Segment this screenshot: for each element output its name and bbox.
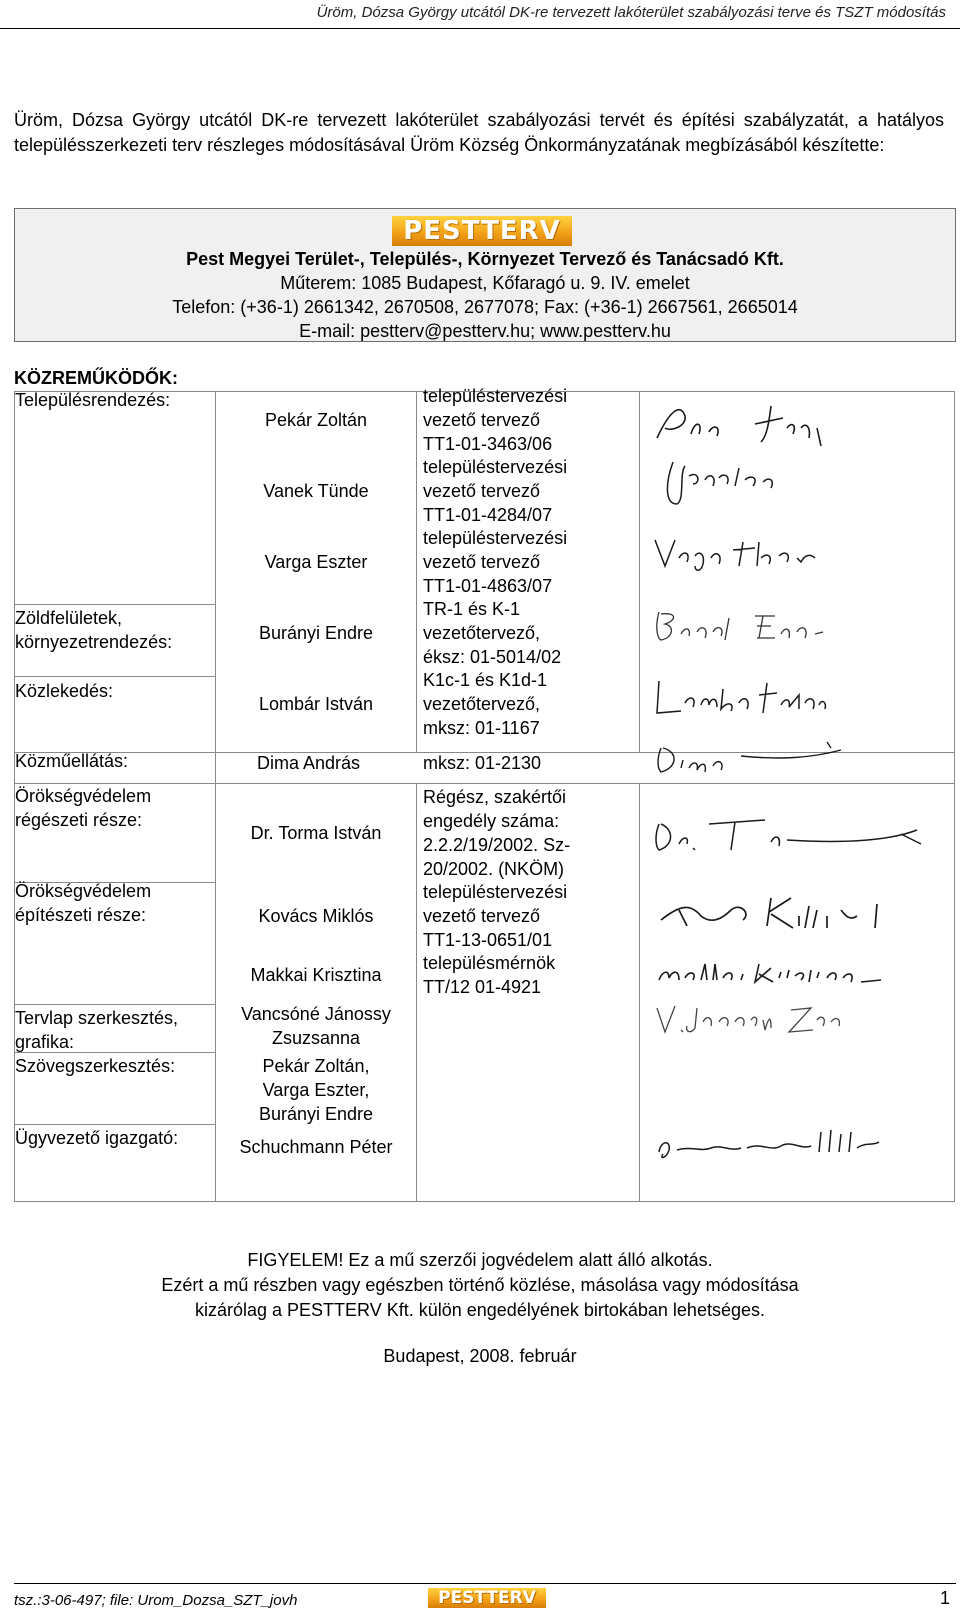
company-box bbox=[14, 208, 956, 342]
person-name: Kovács Miklós bbox=[258, 906, 374, 926]
credential-line: településtervezési bbox=[423, 386, 568, 406]
signature-buranyi-endre bbox=[651, 604, 831, 648]
person-name-line: Vancsóné Jánossy bbox=[241, 1004, 391, 1024]
person-name: Burányi Endre bbox=[258, 623, 374, 643]
person-credential bbox=[423, 668, 547, 740]
person-name bbox=[216, 1054, 416, 1126]
category-graphics: Tervlap szerkesztés, grafika: bbox=[15, 1008, 179, 1052]
person-name: Schuchmann Péter bbox=[239, 1137, 393, 1157]
running-title: Üröm, Dózsa György utcától DK-re tervezett lakóterület szabályozási terve és TSZT módosítás bbox=[316, 4, 946, 21]
company-name: Pest Megyei Terület-, Település-, Környezet Tervező és Tanácsadó Kft. bbox=[186, 249, 784, 269]
person-credential bbox=[423, 785, 570, 881]
credential-line: TT1-13-0651/01 bbox=[423, 930, 553, 950]
column-divider bbox=[639, 392, 640, 752]
contributors-table bbox=[14, 386, 955, 1202]
credential-line: településmérnök bbox=[423, 953, 556, 973]
credential-line: településtervezési bbox=[423, 882, 568, 902]
person-credential bbox=[423, 384, 567, 456]
signature-vanek-tunde bbox=[655, 454, 795, 514]
company-phone: Telefon: (+36-1) 2661342, 2670508, 2677078; Fax: (+36-1) 2667561, 2665014 bbox=[172, 297, 798, 317]
signature-pekar-zoltan bbox=[651, 398, 831, 452]
credential-line: mksz: 01-1167 bbox=[423, 718, 540, 738]
person-credential bbox=[423, 880, 567, 952]
credential-line: TT1-01-4863/07 bbox=[423, 576, 553, 596]
credential-line: TT1-01-3463/06 bbox=[423, 434, 553, 454]
pestterv-logo: PESTTERV bbox=[392, 216, 572, 246]
signature-vancsone-janossy bbox=[651, 996, 851, 1044]
signature-kovacs-miklos bbox=[651, 890, 911, 936]
row-divider bbox=[15, 604, 215, 605]
credential-line: vezető tervező bbox=[423, 481, 541, 501]
category-utilities: Közműellátás: bbox=[15, 751, 129, 771]
category-transport: Közlekedés: bbox=[15, 681, 114, 701]
notice-line: Ezért a mű részben vagy egészben történő közlése, másolása vagy módosítása bbox=[161, 1275, 799, 1295]
column-divider bbox=[416, 783, 417, 1201]
credential-line: vezetőtervező, bbox=[423, 623, 541, 643]
footer-pestterv-logo: PESTTERV bbox=[428, 1588, 546, 1608]
person-credential bbox=[423, 751, 541, 775]
person-name: Pekár Zoltán bbox=[264, 410, 368, 430]
person-name: Makkai Krisztina bbox=[250, 965, 382, 985]
credential-line: vezető tervező bbox=[423, 410, 541, 430]
row-divider bbox=[15, 676, 215, 677]
row-divider bbox=[15, 1004, 215, 1005]
person-name: Varga Eszter bbox=[264, 552, 368, 572]
person-name-line: Varga Eszter, bbox=[262, 1080, 370, 1100]
credential-line: vezető tervező bbox=[423, 552, 541, 572]
company-email: E-mail: pestterv@pestterv.hu; www.pestterv.hu bbox=[299, 321, 671, 341]
person-name-line: Pekár Zoltán, bbox=[262, 1056, 370, 1076]
signature-lombar-istvan bbox=[651, 675, 831, 723]
person-credential bbox=[423, 597, 561, 669]
category-text-editing: Szövegszerkesztés: bbox=[15, 1056, 176, 1076]
credential-line: 20/2002. (NKÖM) bbox=[423, 859, 565, 879]
category-settlement-planning: Településrendezés: bbox=[15, 390, 171, 410]
company-address: Műterem: 1085 Budapest, Kőfaragó u. 9. IV. emelet bbox=[280, 273, 690, 293]
credential-line: településtervezési bbox=[423, 457, 568, 477]
category-director: Ügyvezető igazgató: bbox=[15, 1128, 179, 1148]
category-green-areas: Zöldfelületek, környezetrendezés: bbox=[15, 608, 173, 652]
person-name bbox=[216, 1002, 416, 1050]
signature-schuchmann-peter bbox=[651, 1122, 891, 1166]
signature-makkai-krisztina bbox=[651, 956, 891, 990]
intro-paragraph: Üröm, Dózsa György utcától DK-re tervezett lakóterület szabályozási tervét és építési szabályzatát, a hatályos településszerkezeti terv részleges módosításával Üröm Község Önkormányzatának megbízásából készítette: bbox=[14, 110, 944, 155]
person-name: Vanek Tünde bbox=[263, 481, 369, 501]
person-name: Dr. Torma István bbox=[250, 823, 382, 843]
signature-torma-istvan bbox=[651, 810, 931, 860]
person-name-line: Burányi Endre bbox=[258, 1104, 374, 1124]
notice-line: FIGYELEM! Ez a mű szerzői jogvédelem alatt álló alkotás. bbox=[247, 1250, 713, 1270]
footer-file-reference: tsz.:3-06-497; file: Urom_Dozsa_SZT_jovh bbox=[14, 1592, 298, 1609]
signature-dima-andras bbox=[651, 738, 851, 778]
page-header bbox=[0, 0, 960, 29]
page-number: 1 bbox=[939, 1588, 950, 1608]
credential-line: vezető tervező bbox=[423, 906, 541, 926]
person-credential bbox=[423, 455, 567, 527]
credential-line: mksz: 01-2130 bbox=[423, 753, 542, 773]
category-heritage-archaeology: Örökségvédelem régészeti része: bbox=[15, 786, 152, 830]
credential-line: Régész, szakértői bbox=[423, 787, 567, 807]
contributors-title: KÖZREMŰKÖDŐK: bbox=[14, 368, 178, 388]
person-name-line: Zsuzsanna bbox=[271, 1028, 361, 1048]
credential-line: TT/12 01-4921 bbox=[423, 977, 542, 997]
row-divider bbox=[15, 1124, 215, 1125]
document-date: Budapest, 2008. február bbox=[383, 1346, 577, 1366]
credential-line: K1c-1 és K1d-1 bbox=[423, 670, 548, 690]
person-credential bbox=[423, 526, 567, 598]
person-name: Lombár István bbox=[258, 694, 374, 714]
credential-line: 2.2.2/19/2002. Sz- bbox=[423, 835, 571, 855]
credential-line: TR-1 és K-1 bbox=[423, 599, 521, 619]
category-heritage-architecture: Örökségvédelem építészeti része: bbox=[15, 881, 152, 925]
credential-line: éksz: 01-5014/02 bbox=[423, 647, 562, 667]
credential-line: településtervezési bbox=[423, 528, 568, 548]
signature-varga-eszter bbox=[651, 532, 821, 576]
footer-divider bbox=[14, 1583, 956, 1584]
column-divider bbox=[639, 783, 640, 1201]
column-divider bbox=[416, 392, 417, 752]
person-credential bbox=[423, 951, 555, 999]
copyright-notice bbox=[0, 1248, 960, 1323]
credential-line: engedély száma: bbox=[423, 811, 560, 831]
credential-line: vezetőtervező, bbox=[423, 694, 541, 714]
notice-line: kizárólag a PESTTERV Kft. külön engedélyének birtokában lehetséges. bbox=[194, 1300, 765, 1320]
credential-line: TT1-01-4284/07 bbox=[423, 505, 553, 525]
person-name: Dima András bbox=[257, 753, 361, 773]
